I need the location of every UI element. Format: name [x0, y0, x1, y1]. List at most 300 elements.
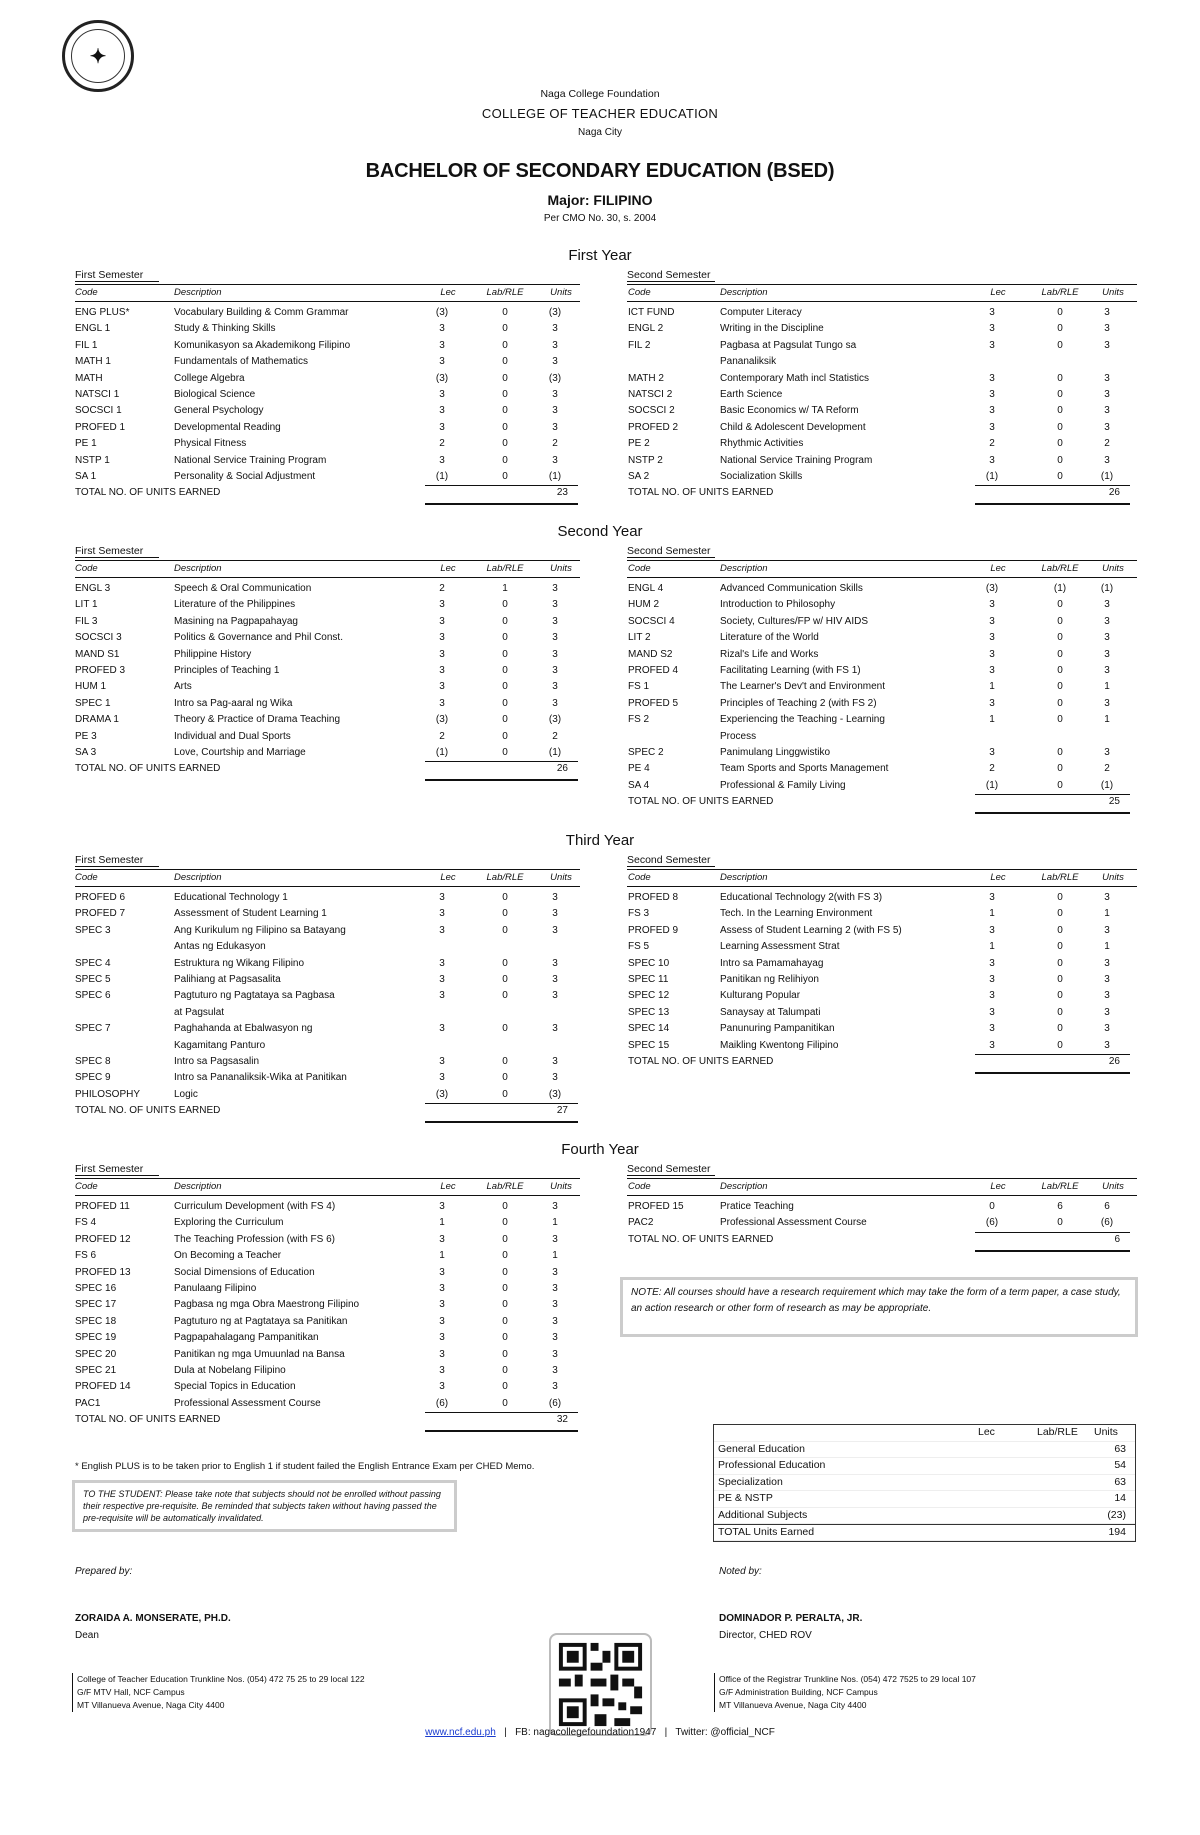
course-lab: 0	[502, 356, 508, 368]
course-units: 3	[552, 632, 558, 644]
course-desc: Society, Cultures/FP w/ HIV AIDS	[720, 615, 869, 627]
course-desc: Intro sa Pagsasalin	[174, 1056, 260, 1067]
course-code: PROFED 2	[628, 421, 679, 433]
course-lec: 3	[989, 1023, 995, 1035]
course-code: SOCSCI 2	[628, 405, 675, 417]
course-row	[0, 941, 1200, 957]
course-code: SPEC 5	[75, 974, 111, 985]
column-header-desc: Description	[720, 872, 768, 883]
course-code: MATH 2	[628, 372, 664, 384]
course-row	[0, 908, 1200, 924]
course-code: SPEC 2	[628, 747, 664, 758]
column-header-lab: Lab/RLE	[1041, 563, 1079, 574]
total-units-value: 27	[556, 1105, 568, 1117]
column-header-units: Units	[1102, 872, 1124, 883]
total-units-label: TOTAL NO. OF UNITS EARNED	[628, 1056, 774, 1067]
course-code: SPEC 7	[75, 1023, 111, 1035]
course-desc: Kagamitang Panturo	[174, 1039, 266, 1051]
course-lab: 0	[1057, 924, 1063, 936]
course-code: SPEC 1	[75, 697, 111, 709]
course-code: PROFED 7	[75, 908, 126, 920]
course-lec: (1)	[435, 747, 449, 758]
course-code: SPEC 20	[75, 1348, 117, 1360]
course-lab: 0	[1057, 632, 1063, 644]
summary-label: TOTAL Units Earned	[718, 1526, 815, 1538]
college-name: COLLEGE OF TEACHER EDUCATION	[481, 106, 719, 121]
total-units-value: 26	[1108, 487, 1120, 499]
summary-label: General Education	[718, 1442, 805, 1455]
course-desc: Panulaang Filipino	[174, 1283, 257, 1294]
course-desc: Panimulang Linggwistiko	[720, 747, 831, 758]
course-lec: 3	[989, 615, 995, 627]
course-lab: 0	[502, 747, 508, 758]
course-code: ENG PLUS*	[75, 307, 130, 318]
summary-lec-header: Lec	[978, 1426, 995, 1438]
column-header-rule	[627, 560, 1137, 561]
course-code: ENGL 4	[628, 583, 664, 594]
course-row	[0, 747, 1200, 763]
course-row	[0, 307, 1200, 323]
course-lab: 0	[1057, 1006, 1063, 1018]
course-lab: 0	[502, 632, 508, 644]
course-lab: 0	[502, 648, 508, 660]
course-code: SPEC 17	[75, 1299, 117, 1311]
course-units: 3	[1104, 599, 1110, 611]
course-code: NSTP 2	[628, 454, 663, 466]
course-lab: 0	[502, 892, 508, 903]
course-desc: Social Dimensions of Education	[174, 1266, 315, 1278]
course-units: 3	[552, 1348, 558, 1360]
course-lab: 0	[502, 405, 508, 417]
course-lec: 3	[439, 1299, 445, 1311]
column-header-units: Units	[1102, 1181, 1124, 1192]
course-desc: Study & Thinking Skills	[174, 323, 276, 335]
seal-emblem-icon: ✦	[71, 29, 125, 83]
year-title: Third Year	[565, 832, 635, 849]
address-line: G/F MTV Hall, NCF Campus	[77, 1687, 185, 1697]
course-lec: 3	[439, 421, 445, 433]
summary-row	[714, 1508, 1135, 1525]
column-header-rule	[75, 886, 580, 887]
course-code: FS 1	[628, 681, 650, 693]
course-desc: Kulturang Popular	[720, 990, 801, 1002]
course-units: 3	[552, 1072, 558, 1084]
column-header-desc: Description	[174, 872, 222, 883]
course-code: PROFED 8	[628, 892, 679, 903]
course-code: PROFED 13	[75, 1266, 131, 1278]
course-desc: Pratice Teaching	[720, 1201, 794, 1212]
course-desc: Assessment of Student Learning 1	[174, 908, 327, 920]
course-units: 3	[552, 1266, 558, 1278]
course-lab: 0	[502, 323, 508, 335]
course-units: 1	[1104, 681, 1110, 693]
address-line: MT Villanueva Avenue, Naga City 4400	[77, 1700, 225, 1710]
course-lab: 0	[1057, 599, 1063, 611]
column-header-code: Code	[75, 563, 98, 574]
course-desc: Palihiang at Pagsasalita	[174, 974, 281, 985]
course-lec: 3	[439, 389, 445, 400]
course-units: 3	[552, 454, 558, 466]
course-lab: 0	[1057, 665, 1063, 676]
course-lec: (3)	[435, 1088, 449, 1100]
course-units: 3	[552, 990, 558, 1002]
course-lec: 3	[439, 454, 445, 466]
course-desc: Child & Adolescent Development	[720, 421, 866, 433]
course-desc: Intro sa Pamamahayag	[720, 957, 824, 969]
course-units: 3	[1104, 1023, 1110, 1035]
summary-row	[714, 1442, 1135, 1459]
year-title: Second Year	[557, 523, 643, 540]
course-units: 3	[552, 1315, 558, 1327]
course-units: 3	[552, 339, 558, 351]
course-lab: 0	[502, 681, 508, 693]
course-row	[0, 698, 1200, 714]
subtotal-rule	[975, 485, 1130, 486]
subtotal-rule	[975, 1054, 1130, 1055]
course-lec: 3	[989, 665, 995, 676]
course-units: 3	[1104, 389, 1110, 400]
course-row	[0, 455, 1200, 471]
column-header-rule	[627, 301, 1137, 302]
subtotal-rule	[425, 1103, 578, 1104]
course-lec: 3	[989, 454, 995, 466]
course-lab: 0	[1057, 471, 1063, 482]
course-units: 3	[552, 1233, 558, 1245]
course-lec: 3	[989, 990, 995, 1002]
course-lec: 3	[439, 892, 445, 903]
column-header-rule	[75, 284, 580, 285]
total-units-label: TOTAL NO. OF UNITS EARNED	[75, 1105, 221, 1117]
course-desc: General Psychology	[174, 405, 264, 417]
total-rule	[425, 1430, 578, 1432]
total-units-label: TOTAL NO. OF UNITS EARNED	[75, 1414, 221, 1426]
total-units-label: TOTAL NO. OF UNITS EARNED	[628, 1233, 774, 1245]
course-code: PROFED 6	[75, 892, 126, 903]
course-units: 3	[552, 583, 558, 594]
course-lab: 0	[502, 599, 508, 611]
total-rule	[425, 503, 578, 505]
course-lec: 3	[989, 339, 995, 351]
course-desc: Educational Technology 1	[174, 892, 288, 903]
column-header-rule	[627, 577, 1137, 578]
column-header-desc: Description	[174, 287, 222, 298]
course-lec: 3	[439, 599, 445, 611]
course-units: 2	[552, 438, 558, 450]
column-header-lab: Lab/RLE	[1041, 287, 1079, 298]
course-lab: 0	[502, 908, 508, 920]
twitter-link[interactable]: Twitter: @official_NCF	[675, 1727, 775, 1738]
course-lab: 0	[502, 1056, 508, 1067]
research-note: NOTE: All courses should have a research requirement which may take the form of a term paper, a case study, an action research or other form of research as may be appropriate.	[620, 1277, 1138, 1337]
column-header-rule	[75, 560, 580, 561]
course-row	[0, 925, 1200, 941]
course-lec: (6)	[435, 1397, 449, 1409]
course-lab: 0	[1057, 339, 1063, 351]
course-lec: 3	[989, 747, 995, 758]
summary-units-header: Units	[1094, 1426, 1118, 1438]
course-code: SA 4	[628, 779, 650, 791]
column-header-units: Units	[550, 563, 572, 574]
course-lab: 0	[1057, 714, 1063, 726]
course-lec: 3	[989, 405, 995, 417]
course-lab: 0	[1057, 892, 1063, 903]
course-units: 3	[1104, 648, 1110, 660]
course-lab: 0	[502, 990, 508, 1002]
course-lec: 3	[989, 599, 995, 611]
course-lec: 3	[439, 1023, 445, 1035]
course-lab: 0	[502, 1365, 508, 1376]
course-desc: The Learner's Dev't and Environment	[720, 681, 886, 693]
prepared-by-label: Prepared by:	[75, 1566, 133, 1577]
course-units: 3	[552, 405, 558, 417]
column-header-rule	[627, 869, 1137, 870]
course-units: 3	[552, 665, 558, 676]
course-units: 3	[552, 1381, 558, 1393]
column-header-row	[0, 872, 1200, 884]
course-lec: 3	[989, 924, 995, 936]
course-units: 3	[1104, 665, 1110, 676]
course-desc: Advanced Communication Skills	[720, 583, 863, 594]
course-code: SPEC 10	[628, 957, 670, 969]
course-desc: Curriculum Development (with FS 4)	[174, 1201, 336, 1212]
course-lab: 0	[1057, 957, 1063, 969]
summary-header	[714, 1425, 1135, 1442]
course-row	[0, 974, 1200, 990]
course-lec: 3	[439, 974, 445, 985]
course-units: 2	[1104, 438, 1110, 450]
course-desc: Arts	[174, 681, 192, 693]
total-units-value: 6	[1114, 1233, 1120, 1245]
course-units: 3	[552, 924, 558, 936]
course-units: 3	[1104, 421, 1110, 433]
column-header-code: Code	[75, 1181, 98, 1192]
column-header-units: Units	[550, 1181, 572, 1192]
course-units: 3	[552, 599, 558, 611]
course-lec: 3	[989, 957, 995, 969]
course-units: 3	[552, 1283, 558, 1294]
first-semester-label: First Semester	[75, 269, 159, 282]
course-row	[0, 1381, 1200, 1397]
course-desc: Literature of the World	[720, 632, 819, 644]
course-lab: 0	[502, 1283, 508, 1294]
course-code: SPEC 21	[75, 1365, 117, 1376]
course-units: (1)	[548, 471, 562, 482]
course-desc: Physical Fitness	[174, 438, 247, 450]
course-lab: 0	[502, 339, 508, 351]
course-lab: 0	[502, 1023, 508, 1035]
course-lec: 3	[439, 323, 445, 335]
address-line: MT Villanueva Avenue, Naga City 4400	[719, 1700, 867, 1710]
course-lec: 3	[439, 1348, 445, 1360]
total-units-value: 26	[1108, 1056, 1120, 1067]
course-code: PROFED 14	[75, 1381, 131, 1393]
course-desc: Learning Assessment Strat	[720, 941, 840, 953]
course-row	[0, 990, 1200, 1006]
course-code: PHILOSOPHY	[75, 1088, 141, 1100]
column-header-lec: Lec	[990, 872, 1006, 883]
course-row	[0, 340, 1200, 356]
column-header-desc: Description	[174, 1181, 222, 1192]
course-lec: 3	[439, 665, 445, 676]
course-units: (6)	[1100, 1217, 1114, 1229]
total-rule	[975, 503, 1130, 505]
subtotal-rule	[975, 794, 1130, 795]
course-units: 3	[1104, 892, 1110, 903]
course-desc: Theory & Practice of Drama Teaching	[174, 714, 341, 726]
address-line: Office of the Registrar Trunkline Nos. (054) 472 7525 to 29 local 107	[719, 1674, 976, 1684]
course-lec: 2	[989, 438, 995, 450]
summary-units: 194	[1108, 1526, 1126, 1538]
course-code: FIL 1	[75, 339, 98, 351]
course-lab: 0	[502, 1315, 508, 1327]
course-lec: 3	[439, 908, 445, 920]
course-desc: Philippine History	[174, 648, 252, 660]
summary-units: 63	[1114, 1442, 1126, 1455]
course-desc: Estruktura ng Wikang Filipino	[174, 957, 305, 969]
column-header-lab: Lab/RLE	[1041, 872, 1079, 883]
course-row	[0, 1365, 1200, 1381]
column-header-lab: Lab/RLE	[486, 563, 524, 574]
facebook-link[interactable]: FB: nagacollegefoundation1947	[515, 1727, 657, 1738]
course-lab: 0	[1057, 681, 1063, 693]
course-code: HUM 1	[75, 681, 107, 693]
course-row	[0, 422, 1200, 438]
course-lab: 0	[1057, 974, 1063, 985]
course-row	[0, 356, 1200, 372]
course-lab: 0	[1057, 779, 1063, 791]
course-lab: 0	[502, 372, 508, 384]
total-rule	[975, 1250, 1130, 1252]
course-units: 3	[552, 1201, 558, 1212]
course-code: SOCSCI 3	[75, 632, 122, 644]
course-desc: Facilitating Learning (with FS 1)	[720, 665, 861, 676]
course-lec: 3	[989, 697, 995, 709]
course-row	[0, 1234, 1200, 1250]
course-lec: 1	[989, 908, 995, 920]
second-semester-label: Second Semester	[627, 1163, 715, 1176]
course-desc: Fundamentals of Mathematics	[174, 356, 308, 368]
column-header-code: Code	[628, 563, 651, 574]
column-header-rule	[75, 1195, 580, 1196]
course-code: SPEC 19	[75, 1332, 117, 1344]
column-header-lec: Lec	[440, 872, 456, 883]
course-code: PROFED 4	[628, 665, 679, 676]
course-units: 3	[552, 1365, 558, 1376]
course-units: (6)	[548, 1397, 562, 1409]
column-header-lec: Lec	[440, 1181, 456, 1192]
course-lec: 3	[989, 1006, 995, 1018]
course-code: SOCSCI 4	[628, 615, 675, 627]
course-lec: 3	[439, 405, 445, 417]
course-lab: 0	[1057, 454, 1063, 466]
course-lab: 0	[502, 1201, 508, 1212]
course-row	[0, 731, 1200, 747]
subtotal-rule	[975, 1232, 1130, 1233]
column-header-code: Code	[628, 872, 651, 883]
course-lab: 0	[502, 730, 508, 742]
column-header-code: Code	[628, 1181, 651, 1192]
course-desc: Rhythmic Activities	[720, 438, 804, 450]
website-link[interactable]: www.ncf.edu.ph	[425, 1727, 496, 1738]
course-code: FIL 2	[628, 339, 651, 351]
course-lab: 0	[502, 1381, 508, 1393]
course-lab: 0	[502, 389, 508, 400]
course-lec: (3)	[435, 307, 449, 318]
column-header-lec: Lec	[990, 563, 1006, 574]
course-lec: 3	[989, 1039, 995, 1051]
second-semester-label: Second Semester	[627, 854, 715, 867]
course-code: ENGL 1	[75, 323, 111, 335]
course-row	[0, 1023, 1200, 1039]
course-desc: Intro sa Pag-aaral ng Wika	[174, 697, 293, 709]
college-address-block	[72, 1673, 365, 1712]
course-code: LIT 2	[628, 632, 651, 644]
column-header-desc: Description	[720, 563, 768, 574]
column-header-row	[0, 1181, 1200, 1193]
column-header-units: Units	[1102, 563, 1124, 574]
course-lab: 0	[502, 1072, 508, 1084]
course-lec: 1	[439, 1250, 445, 1262]
course-code: FS 5	[628, 941, 650, 953]
column-header-desc: Description	[720, 1181, 768, 1192]
course-lec: 3	[439, 957, 445, 969]
course-lab: 0	[1057, 405, 1063, 417]
course-lab: 0	[1057, 747, 1063, 758]
course-lab: 0	[1057, 323, 1063, 335]
course-code: MAND S2	[628, 648, 673, 660]
course-code: FS 6	[75, 1250, 97, 1262]
course-desc: Writing in the Discipline	[720, 323, 824, 335]
summary-row	[714, 1491, 1135, 1508]
total-rule	[425, 1121, 578, 1123]
course-lec: 3	[439, 1072, 445, 1084]
noted-by-label: Noted by:	[719, 1566, 762, 1577]
course-desc: Panitikan ng mga Umuunlad na Bansa	[174, 1348, 345, 1360]
summary-label: Specialization	[718, 1475, 783, 1488]
course-desc: Contemporary Math incl Statistics	[720, 372, 869, 384]
course-lec: 3	[989, 389, 995, 400]
course-code: PE 2	[628, 438, 650, 450]
course-code: PROFED 5	[628, 697, 679, 709]
course-lab: 0	[1057, 438, 1063, 450]
course-desc: Intro sa Pananaliksik-Wika at Panitikan	[174, 1072, 347, 1084]
course-code: DRAMA 1	[75, 714, 119, 726]
course-lec: 3	[439, 1056, 445, 1067]
course-row	[0, 373, 1200, 389]
course-units: 2	[552, 730, 558, 742]
course-desc: Special Topics in Education	[174, 1381, 296, 1393]
course-code: SOCSCI 1	[75, 405, 122, 417]
column-header-units: Units	[550, 287, 572, 298]
course-lab: 0	[502, 1250, 508, 1262]
address-line: G/F Administration Building, NCF Campus	[719, 1687, 878, 1697]
column-header-rule	[627, 1195, 1137, 1196]
course-code: SPEC 11	[628, 974, 669, 985]
course-desc: Biological Science	[174, 389, 256, 400]
course-desc: National Service Training Program	[174, 454, 327, 466]
column-header-rule	[75, 301, 580, 302]
column-header-lab: Lab/RLE	[486, 872, 524, 883]
course-row	[0, 892, 1200, 908]
course-code: PAC2	[628, 1217, 654, 1229]
course-lab: 0	[1057, 941, 1063, 953]
course-desc: Paghahanda at Ebalwasyon ng	[174, 1023, 313, 1035]
course-desc: Developmental Reading	[174, 421, 281, 433]
column-header-lab: Lab/RLE	[1041, 1181, 1079, 1192]
course-lab: 0	[1057, 421, 1063, 433]
course-lab: 0	[502, 615, 508, 627]
column-header-row	[0, 287, 1200, 299]
